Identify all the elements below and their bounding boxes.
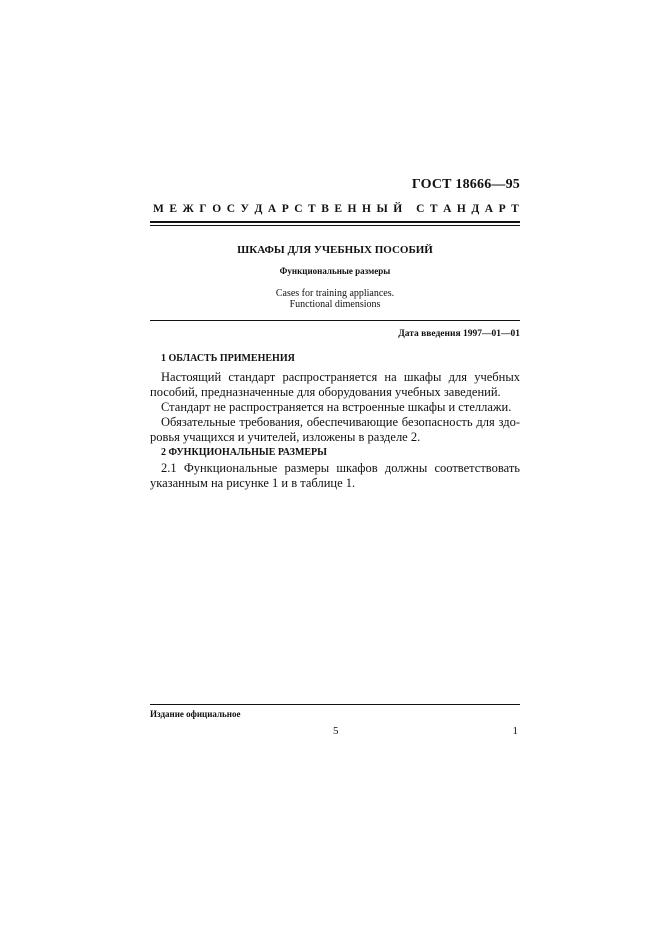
page-number-center: 5 bbox=[333, 725, 339, 737]
document-subtitle: Функциональные размеры bbox=[279, 266, 391, 276]
heading-letter: У bbox=[240, 203, 249, 215]
header-rule-thin bbox=[150, 225, 520, 226]
english-title-line-1: Cases for training appliances. bbox=[275, 288, 395, 299]
header-rule-thick bbox=[150, 221, 520, 223]
heading-letter: С bbox=[416, 203, 425, 215]
heading-letter: Д bbox=[254, 203, 263, 215]
heading-letter: Р bbox=[281, 203, 289, 215]
heading-letter: С bbox=[226, 203, 235, 215]
interstate-standard-heading bbox=[153, 203, 519, 215]
heading-letter: Р bbox=[498, 203, 506, 215]
title-rule bbox=[150, 320, 520, 321]
heading-letter: Ж bbox=[182, 203, 194, 215]
section-1-line: ровья учащихся и учителей, изложены в разделе 2. bbox=[150, 430, 421, 444]
section-2-heading: 2 ФУНКЦИОНАЛЬНЫЕ РАЗМЕРЫ bbox=[161, 447, 327, 458]
section-1-heading: 1 ОБЛАСТЬ ПРИМЕНЕНИЯ bbox=[161, 353, 295, 364]
heading-letter: М bbox=[153, 203, 164, 215]
heading-letter: Й bbox=[393, 203, 403, 215]
heading-letter: А bbox=[443, 203, 452, 215]
english-title-line-2: Functional dimensions bbox=[289, 299, 381, 310]
heading-letter: Т bbox=[308, 203, 316, 215]
heading-letter: Г bbox=[199, 203, 207, 215]
heading-letter: Ы bbox=[376, 203, 388, 215]
section-1-line: пособий, предназначенные для оборудования учебных заведений. bbox=[150, 385, 501, 399]
footer-rule bbox=[150, 704, 520, 705]
document-title: ШКАФЫ ДЛЯ УЧЕБНЫХ ПОСОБИЙ bbox=[237, 244, 433, 256]
introduction-date: Дата введения 1997—01—01 bbox=[398, 329, 520, 339]
section-1-line: Настоящий стандарт распространяется на шкафы для учебных bbox=[161, 370, 520, 384]
section-2-line: 2.1 Функциональные размеры шкафов должны соответствовать bbox=[161, 461, 520, 475]
section-2-line: указанным на рисунке 1 и в таблице 1. bbox=[150, 476, 356, 490]
heading-letter: Е bbox=[334, 203, 343, 215]
official-edition-label: Издание официальное bbox=[150, 709, 241, 719]
page-number-right: 1 bbox=[512, 725, 518, 737]
document-number: ГОСТ 18666—95 bbox=[411, 177, 520, 192]
heading-letter bbox=[408, 203, 411, 215]
heading-letter: А bbox=[484, 203, 494, 215]
heading-letter: Д bbox=[471, 203, 480, 215]
heading-letter: С bbox=[294, 203, 303, 215]
section-1-line: Обязательные требования, обеспечивающие безопасность для здо- bbox=[161, 415, 520, 429]
heading-letter: Н bbox=[347, 203, 357, 215]
section-1-line: Стандарт не распространяется на встроенные шкафы и стеллажи. bbox=[161, 400, 512, 414]
heading-letter: Т bbox=[511, 203, 519, 215]
heading-letter: Н bbox=[362, 203, 371, 215]
heading-letter: В bbox=[321, 203, 329, 215]
heading-letter: Н bbox=[456, 203, 466, 215]
heading-letter: Е bbox=[169, 203, 178, 215]
heading-letter: Т bbox=[429, 203, 438, 215]
heading-letter: А bbox=[267, 203, 277, 215]
heading-letter: О bbox=[212, 203, 222, 215]
